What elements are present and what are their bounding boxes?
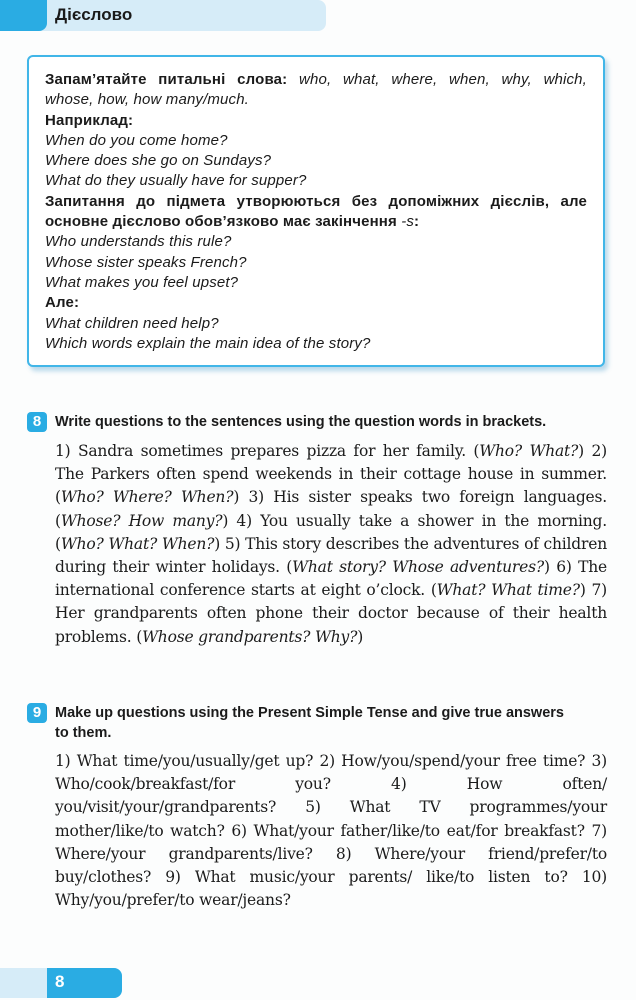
but-label: Але:	[45, 294, 80, 312]
exercise-8-body: 1) Sandra sometimes prepares pizza for her family. (Who? What?) 2) The Parkers often spend weekends in their cottage house in summer. (Who? Where? When?) 3) His sister speaks two foreign languages. (Whose? How many?) 4) You usually take a shower in the morning. (Who? What? When?) 5) This story describes the adventures of children during their winter holidays. (What story? Whose adventures?) 6) The international conference starts at eight o’clock. (What? What time?) 7) Her grandparents often phone their doctor because of their health problems. (Whose grandparents? Why?)	[55, 442, 608, 646]
exercise-8-number-badge: 8	[27, 412, 47, 432]
example-label: Наприклад:	[45, 111, 134, 129]
but-example: Which words explain the main idea of the story?	[45, 334, 371, 352]
exercise-9-number-badge: 9	[27, 703, 47, 723]
page-title: Дієслово	[55, 5, 133, 24]
header-tab	[0, 0, 47, 31]
exercise-9-heading-cont: to them.	[55, 725, 112, 741]
exercise-9-heading: Make up questions using the Present Simple Tense and give true answers	[55, 705, 564, 721]
subject-example: Whose sister speaks French?	[45, 253, 247, 271]
exercise-8-heading: Write questions to the sentences using the question words in brackets.	[55, 414, 547, 430]
example-sentence: When do you come home?	[45, 131, 228, 149]
subject-rule-line-2: основне дієслово обов’язково має закінчення -s:	[45, 213, 420, 231]
subject-example: What makes you feel upset?	[45, 273, 239, 291]
exercise-9-body: 1) What time/you/usually/get up? 2) How/you/spend/your free time? 3) Who/cook/breakfast/for you? 4) How often/ you/visit/your/grandparents? 5) What TV programmes/your mother/like/to watch? 6) What/your father/like/to eat/for breakfast? 7) Where/your grandparents/live? 8) Where/your friend/prefer/to buy/clothes? 9) What music/your parents/ like/to listen to? 10) Why/you/prefer/to wear/jeans?	[55, 752, 607, 910]
example-sentence: Where does she go on Sundays?	[45, 152, 272, 170]
page-number: 8	[55, 972, 65, 991]
but-example: What children need help?	[45, 314, 219, 332]
rule-box	[27, 55, 605, 367]
rule-intro-line: Запам’ятайте питальні слова: who, what, where, when, why, which,	[45, 71, 587, 88]
subject-example: Who understands this rule?	[45, 233, 232, 251]
header-bar	[0, 0, 326, 31]
rule-intro-words: whose, how, how many/much.	[45, 91, 249, 109]
subject-rule-line: Запитання до підмета утворюються без допоміжних дієслів, але	[45, 192, 587, 210]
example-sentence: What do they usually have for supper?	[45, 172, 307, 190]
